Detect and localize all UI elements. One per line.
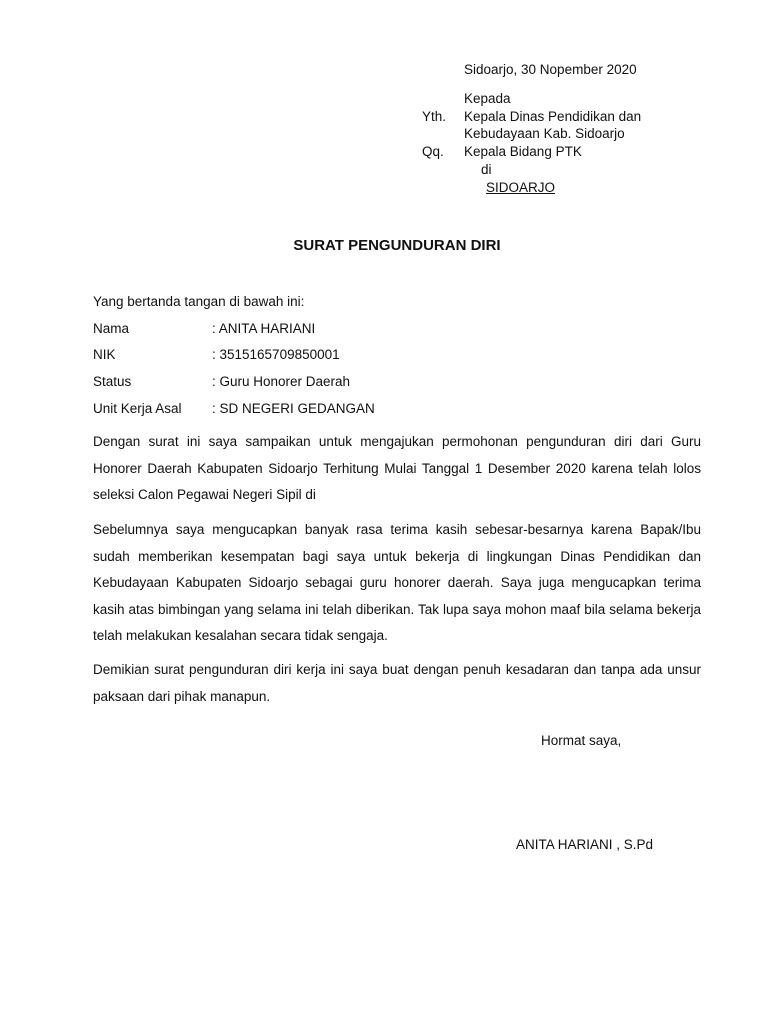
recipient-yth-label: Yth.	[422, 109, 447, 124]
recipient-qq-label: Qq.	[422, 144, 444, 159]
signature-name: ANITA HARIANI , S.Pd	[516, 837, 654, 852]
letter-title: SURAT PENGUNDURAN DIRI	[293, 237, 501, 254]
recipient-di: di	[481, 162, 492, 177]
identity-value-unit-kerja: : SD NEGERI GEDANGAN	[212, 401, 375, 416]
recipient-city: SIDOARJO	[486, 180, 556, 195]
identity-label-nik: NIK	[93, 347, 116, 362]
recipient-line-2: Kebudayaan Kab. Sidoarjo	[464, 126, 625, 141]
identity-label-unit-kerja: Unit Kerja Asal	[93, 401, 182, 416]
place-date: Sidoarjo, 30 Nopember 2020	[464, 62, 637, 77]
paragraph-3: Demikian surat pengunduran diri kerja ini saya buat dengan penuh kesadaran dan tanpa ada unsur paksaan dari pihak manapun.	[93, 662, 701, 704]
identity-value-nama: : ANITA HARIANI	[212, 321, 316, 336]
paragraph-1: Dengan surat ini saya sampaikan untuk mengajukan permohonan pengunduran diri dari Guru Honorer Daerah Kabupaten Sidoarjo Terhitung Mulai Tanggal 1 Desember 2020 karena telah lolos seleksi Calon Pegawai Negeri Sipil di	[93, 434, 701, 502]
recipient-line-3: Kepala Bidang PTK	[464, 144, 582, 159]
identity-label-status: Status	[93, 374, 132, 389]
intro-text: Yang bertanda tangan di bawah ini:	[93, 294, 305, 309]
identity-value-nik: : 3515165709850001	[212, 347, 340, 362]
identity-label-nama: Nama	[93, 321, 130, 336]
identity-value-status: : Guru Honorer Daerah	[212, 374, 351, 389]
recipient-kepada: Kepada	[464, 91, 511, 106]
paragraph-2: Sebelumnya saya mengucapkan banyak rasa terima kasih sebesar-besarnya karena Bapak/Ibu sudah memberikan kesempatan bagi saya untuk bekerja di lingkungan Dinas Pendidikan dan Kebudayaan Kabupaten Sidoarjo sebagai guru honorer daerah. Saya juga mengucapkan terima kasih atas bimbingan yang selama ini telah diberikan. Tak lupa saya mohon maaf bila selama bekerja telah melakukan kesalahan secara tidak sengaja.	[93, 522, 701, 643]
recipient-line-1: Kepala Dinas Pendidikan dan	[464, 109, 642, 124]
closing-text: Hormat saya,	[541, 733, 622, 748]
